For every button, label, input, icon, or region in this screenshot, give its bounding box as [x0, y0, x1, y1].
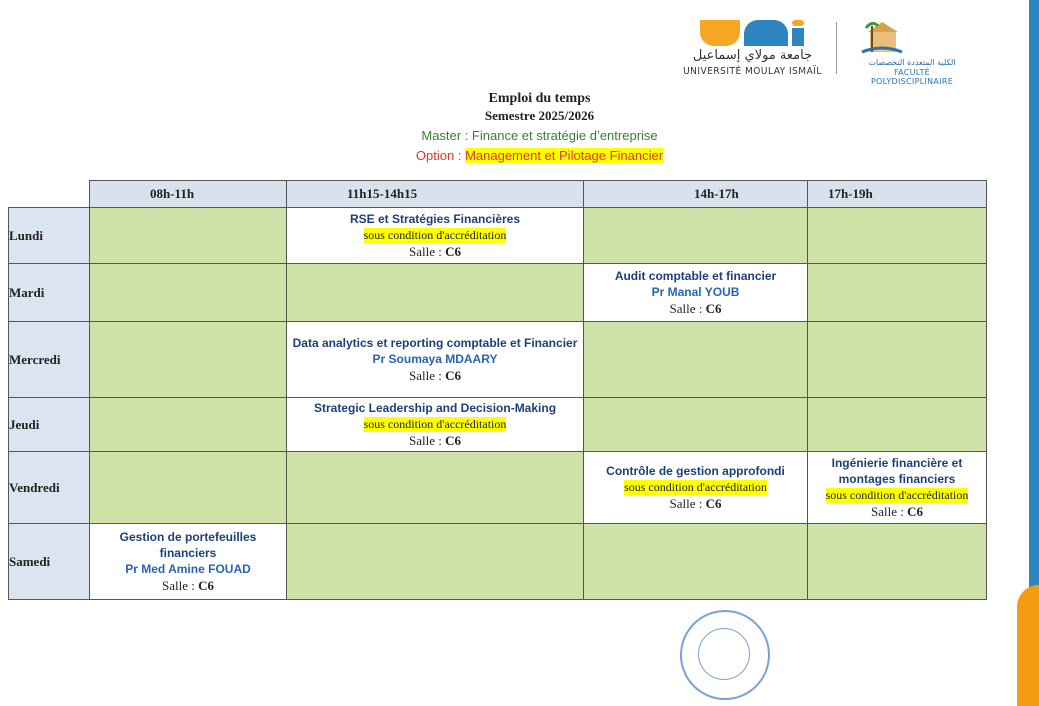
course-room — [90, 577, 286, 595]
empty-slot — [90, 208, 287, 264]
university-logo — [680, 14, 825, 80]
university-name-latin: UNIVERSITÉ MOULAY ISMAÏL — [683, 66, 822, 77]
empty-slot — [287, 452, 584, 524]
course-room — [808, 503, 986, 521]
header-slot-2: 11h15-14h15 — [287, 181, 584, 208]
room-value: C6 — [445, 243, 461, 259]
course-cell — [90, 524, 287, 600]
day-label: Jeudi — [9, 398, 90, 452]
option-line — [0, 146, 1039, 166]
empty-slot — [808, 208, 987, 264]
course-room — [287, 432, 583, 450]
room-value: C6 — [705, 300, 722, 316]
room-label: Salle : — [669, 495, 706, 511]
course-cell — [584, 452, 808, 524]
master-line: Master : Finance et stratégie d’entreprise — [421, 128, 658, 143]
course-room — [584, 300, 807, 318]
room-label: Salle : — [162, 577, 199, 593]
official-stamp — [680, 610, 770, 700]
corner-cell — [9, 181, 90, 208]
course-cell — [287, 398, 584, 452]
empty-slot — [287, 264, 584, 322]
day-label: Mardi — [9, 264, 90, 322]
room-value: C6 — [445, 432, 461, 448]
course-title: Data analytics et reporting comptable et Financier — [292, 335, 578, 350]
faculty-name-latin: FACULTÉ POLYDISCIPLINAIRE — [870, 68, 954, 86]
umi-logo-mark-icon — [700, 20, 812, 46]
option-prefix: Option : — [415, 148, 466, 163]
course-title: Ingénierie financière et montages financiers — [831, 455, 963, 486]
course-cell — [808, 452, 987, 524]
empty-slot — [808, 264, 987, 322]
course-cell — [584, 264, 808, 322]
course-cell — [287, 322, 584, 398]
room-label: Salle : — [409, 432, 446, 448]
room-label: Salle : — [409, 367, 446, 383]
empty-slot — [808, 524, 987, 600]
course-room — [287, 367, 583, 385]
day-label: Mercredi — [9, 322, 90, 398]
day-label: Samedi — [9, 524, 90, 600]
faculty-logo — [852, 18, 972, 86]
room-value: C6 — [198, 577, 214, 593]
course-professor: Pr Soumaya MDAARY — [372, 351, 498, 366]
empty-slot — [90, 452, 287, 524]
table-row — [9, 524, 987, 600]
course-room — [584, 495, 807, 513]
table-row — [9, 322, 987, 398]
table-row — [9, 398, 987, 452]
empty-slot — [808, 322, 987, 398]
room-value: C6 — [907, 503, 923, 519]
logo-divider — [836, 22, 837, 74]
accreditation-condition: sous condition d'accréditation — [363, 416, 507, 431]
room-value: C6 — [445, 367, 461, 383]
timetable — [8, 180, 987, 600]
document-titles — [0, 90, 1039, 166]
empty-slot — [90, 264, 287, 322]
empty-slot — [90, 322, 287, 398]
faculty-emblem-icon — [860, 18, 904, 58]
room-label: Salle : — [409, 243, 446, 259]
faculty-name-arabic: الكلية المتعددة التخصصات — [868, 58, 956, 67]
day-label: Vendredi — [9, 452, 90, 524]
semester-line: Semestre 2025/2026 — [484, 108, 595, 123]
empty-slot — [584, 398, 808, 452]
table-row — [9, 452, 987, 524]
room-label: Salle : — [669, 300, 706, 316]
empty-slot — [584, 322, 808, 398]
empty-slot — [287, 524, 584, 600]
header-slot-3: 14h-17h — [584, 181, 808, 208]
empty-slot — [584, 524, 808, 600]
course-title: Contrôle de gestion approfondi — [606, 463, 785, 478]
day-label: Lundi — [9, 208, 90, 264]
accreditation-condition: sous condition d'accréditation — [363, 227, 507, 242]
course-cell — [287, 208, 584, 264]
course-title: RSE et Stratégies Financières — [349, 211, 521, 226]
course-title: Audit comptable et financier — [614, 268, 777, 283]
empty-slot — [808, 398, 987, 452]
accreditation-condition: sous condition d'accréditation — [825, 487, 969, 502]
accreditation-condition: sous condition d'accréditation — [624, 479, 767, 494]
university-name-arabic: جامعة مولاي إسماعيل — [692, 48, 813, 63]
course-room — [287, 243, 583, 261]
course-professor: Pr Med Amine FOUAD — [125, 561, 251, 576]
course-title: Gestion de portefeuilles financiers — [119, 529, 257, 560]
course-title: Strategic Leadership and Decision-Making — [313, 400, 557, 415]
course-professor: Pr Manal YOUB — [651, 284, 740, 299]
header-slot-1: 08h-11h — [90, 181, 287, 208]
header-slot-4: 17h-19h — [808, 181, 987, 208]
page-edge-decoration — [1017, 585, 1039, 706]
document-title: Emploi du temps — [488, 91, 591, 106]
option-value: Management et Pilotage Financier — [465, 148, 664, 163]
empty-slot — [584, 208, 808, 264]
empty-slot — [90, 398, 287, 452]
table-row — [9, 208, 987, 264]
room-value: C6 — [705, 495, 722, 511]
table-row — [9, 264, 987, 322]
room-label: Salle : — [871, 503, 908, 519]
